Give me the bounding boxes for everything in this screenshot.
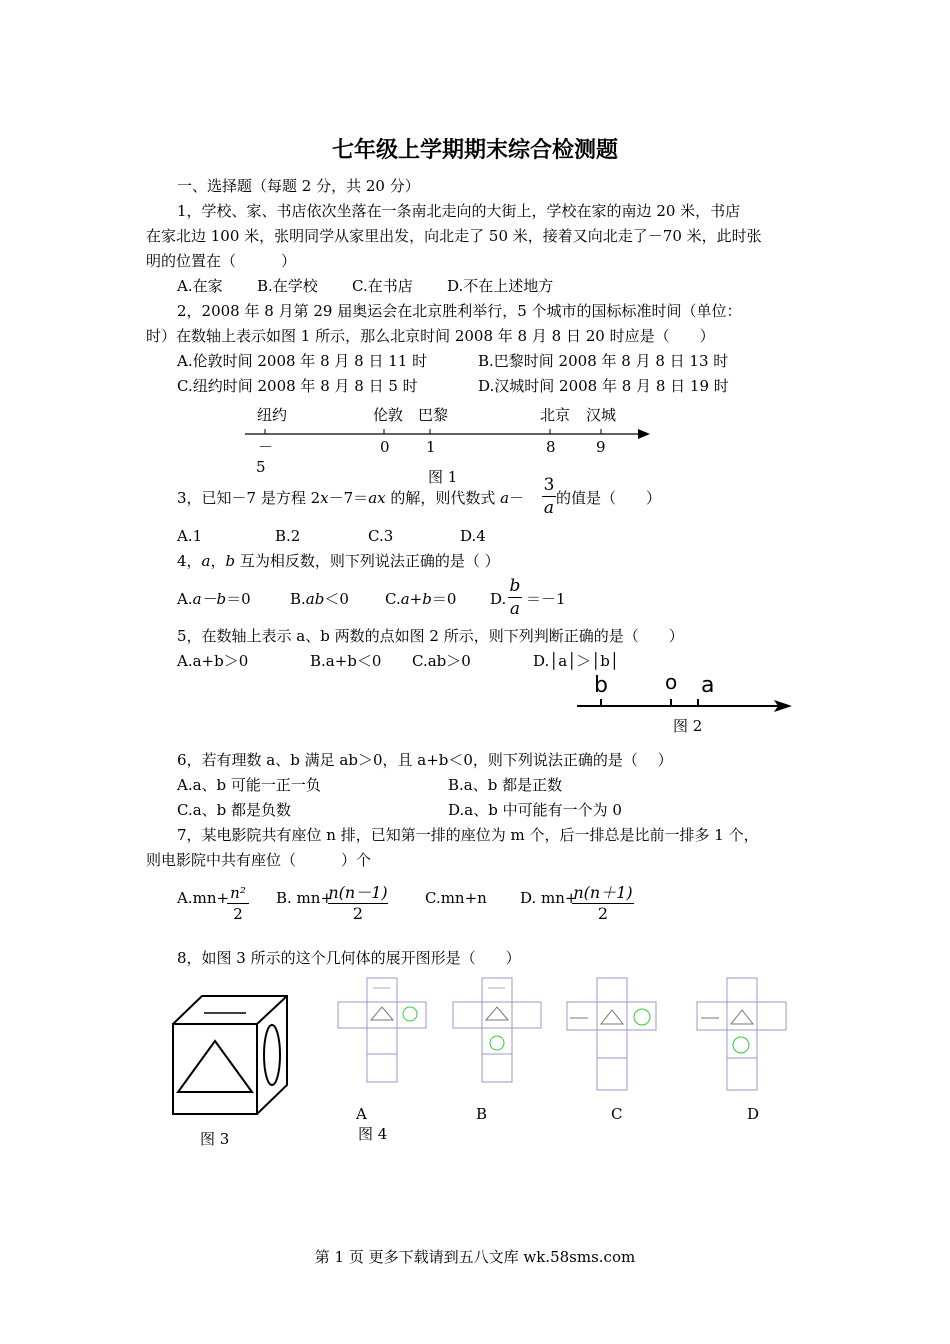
q6-option-b: B.a、b 都是正数 <box>448 776 563 794</box>
q5-option-a: A.a+b＞0 <box>177 652 249 670</box>
q1-line2: 在家北边 100 米，张明同学从家里出发，向北走了 50 米，接着又向北走了－70 米，此时张 <box>146 227 762 245</box>
q7-a-num: n² <box>230 884 246 902</box>
q4-opt-b-label: B. <box>290 590 306 608</box>
q7-b-num: n(n－1) <box>328 883 388 902</box>
fig2-label-o: o <box>665 670 678 694</box>
page-title: 七年级上学期期末综合检测题 <box>331 138 618 163</box>
q2-line2: 时）在数轴上表示如图 1 所示，那么北京时间 2008 年 8 月 8 日 20 时应是（ ） <box>146 327 715 345</box>
q8-line: 8，如图 3 所示的这个几何体的展开图形是（ ） <box>177 949 521 967</box>
q3-option-a: A.1 <box>177 527 203 545</box>
tick-minus: － <box>258 438 274 456</box>
fig2-label-a: a <box>701 673 715 698</box>
q3-frac-num: 3 <box>543 475 555 495</box>
city-beijing: 北京 <box>540 406 571 424</box>
figure-1-caption: 图 1 <box>428 468 458 486</box>
q3-prefix: 3，已知－7 是方程 2 <box>177 489 321 507</box>
q2-option-c: C.纽约时间 2008 年 8 月 8 日 5 时 <box>177 377 418 395</box>
q4-opt-c-label: C. <box>385 590 401 608</box>
net-c-label: C <box>611 1105 623 1123</box>
tick-9: 9 <box>596 438 606 456</box>
q6-line: 6，若有理数 a、b 满足 ab＞0，且 a+b＜0，则下列说法正确的是（ ） <box>177 751 673 769</box>
q4-opt-c-expr: a+b <box>400 590 432 608</box>
city-london: 伦敦 <box>373 406 404 424</box>
q1-option-a: A.在家 <box>177 277 223 295</box>
q6-option-c: C.a、b 都是负数 <box>177 801 292 819</box>
q3-var-a: a <box>500 489 510 507</box>
city-newyork: 纽约 <box>257 406 288 424</box>
q3-frac-den: a <box>543 498 555 518</box>
q7-line2: 则电影院中共有座位（ ）个 <box>146 851 372 869</box>
city-paris: 巴黎 <box>418 406 449 424</box>
page-footer: 第 1 页 更多下载请到五八文库 wk.58sms.com <box>314 1248 636 1266</box>
net-c <box>567 978 656 1090</box>
tick-neg-digit: 5 <box>256 458 266 476</box>
q6-option-d: D.a、b 中可能有一个为 0 <box>448 801 622 819</box>
q2-line1: 2，2008 年 8 月第 29 届奥运会在北京胜利举行，5 个城市的国标标准时间（单位： <box>177 302 742 320</box>
q1-option-b: B.在学校 <box>257 277 318 295</box>
tick-8: 8 <box>546 438 556 456</box>
q4-text: 互为相反数，则下列说法正确的是（ ） <box>235 552 500 570</box>
q7-d-num: n(n＋1) <box>573 883 633 902</box>
q4-opt-c-tail: ＝0 <box>431 590 457 608</box>
q4-opt-a-expr: a－b <box>192 590 227 608</box>
fig2-label-b: b <box>594 673 608 698</box>
section-heading: 一、选择题（每题 2 分，共 20 分） <box>177 177 420 195</box>
q4-opt-b-tail: ＜0 <box>324 590 349 608</box>
q2-option-a: A.伦敦时间 2008 年 8 月 8 日 11 时 <box>177 352 428 370</box>
q4-opt-a-label: A. <box>177 590 193 608</box>
q3-option-d: D.4 <box>460 527 486 545</box>
figure-2-caption: 图 2 <box>673 717 703 735</box>
q1-option-d: D.不在上述地方 <box>447 277 554 295</box>
q4-var-a: a <box>201 552 211 570</box>
q3-var-ax: ax <box>368 489 386 507</box>
q4-sep: ， <box>210 552 226 570</box>
q4-var-b: b <box>225 552 236 570</box>
q3-minus: － <box>509 489 525 507</box>
figure-4-caption: 图 4 <box>358 1125 388 1143</box>
q7-a-den: 2 <box>233 905 243 923</box>
q4-option-d-label: D. <box>490 590 507 608</box>
q1-line1: 1，学校、家、书店依次坐落在一条南北走向的大街上，学校在家的南边 20 米，书店 <box>177 202 741 220</box>
q1-option-c: C.在书店 <box>352 277 413 295</box>
q5-option-b: B.a+b＜0 <box>310 652 382 670</box>
q5-option-c: C.ab＞0 <box>412 652 471 670</box>
q2-option-b: B.巴黎时间 2008 年 8 月 8 日 13 时 <box>478 352 729 370</box>
tick-1: 1 <box>426 438 436 456</box>
net-d-label: D <box>747 1105 760 1123</box>
q3-var-x: x <box>320 489 329 507</box>
q3-option-c: C.3 <box>368 527 394 545</box>
q4-d-den: a <box>509 599 521 619</box>
q7-option-d-label: D. mn+ <box>520 889 578 907</box>
q7-line1: 7，某电影院共有座位 n 排，已知第一排的座位为 m 个，后一排总是比前一排多 1 个， <box>177 826 759 844</box>
q2-option-d: D.汉城时间 2008 年 8 月 8 日 19 时 <box>478 377 729 395</box>
q4-option-d-tail: ＝－1 <box>526 590 566 608</box>
q4-opt-a-tail: ＝0 <box>226 590 251 608</box>
q7-option-c: C.mn+n <box>425 889 487 907</box>
net-b-label: B <box>476 1105 488 1123</box>
q7-option-b-label: B. mn+ <box>276 889 334 907</box>
q4-opt-b-expr: ab <box>305 590 325 608</box>
net-a-label: A <box>356 1105 367 1123</box>
q5-line: 5，在数轴上表示 a、b 两数的点如图 2 所示，则下列判断正确的是（ ） <box>177 627 684 645</box>
q3-mid: －7＝ <box>328 489 369 507</box>
net-b <box>453 978 541 1082</box>
q3-option-b: B.2 <box>275 527 301 545</box>
q3-mid2: 的解，则代数式 <box>385 489 501 507</box>
figure-3-caption: 图 3 <box>200 1130 230 1148</box>
city-seoul: 汉城 <box>586 406 617 424</box>
q5-option-d: D.│a│＞│b│ <box>533 652 619 670</box>
net-d <box>697 978 786 1090</box>
q4-d-num: b <box>509 576 521 596</box>
q7-b-den: 2 <box>352 904 364 923</box>
q1-line3: 明的位置在（ ） <box>146 252 297 270</box>
q6-option-a: A.a、b 可能一正一负 <box>177 776 321 794</box>
q4-prefix: 4， <box>177 552 202 570</box>
tick-0: 0 <box>380 438 390 456</box>
q3-suffix: 的值是（ ） <box>556 489 662 507</box>
net-a <box>338 978 426 1082</box>
q7-option-a-label: A.mn+ <box>177 889 230 907</box>
q7-d-den: 2 <box>597 904 609 923</box>
